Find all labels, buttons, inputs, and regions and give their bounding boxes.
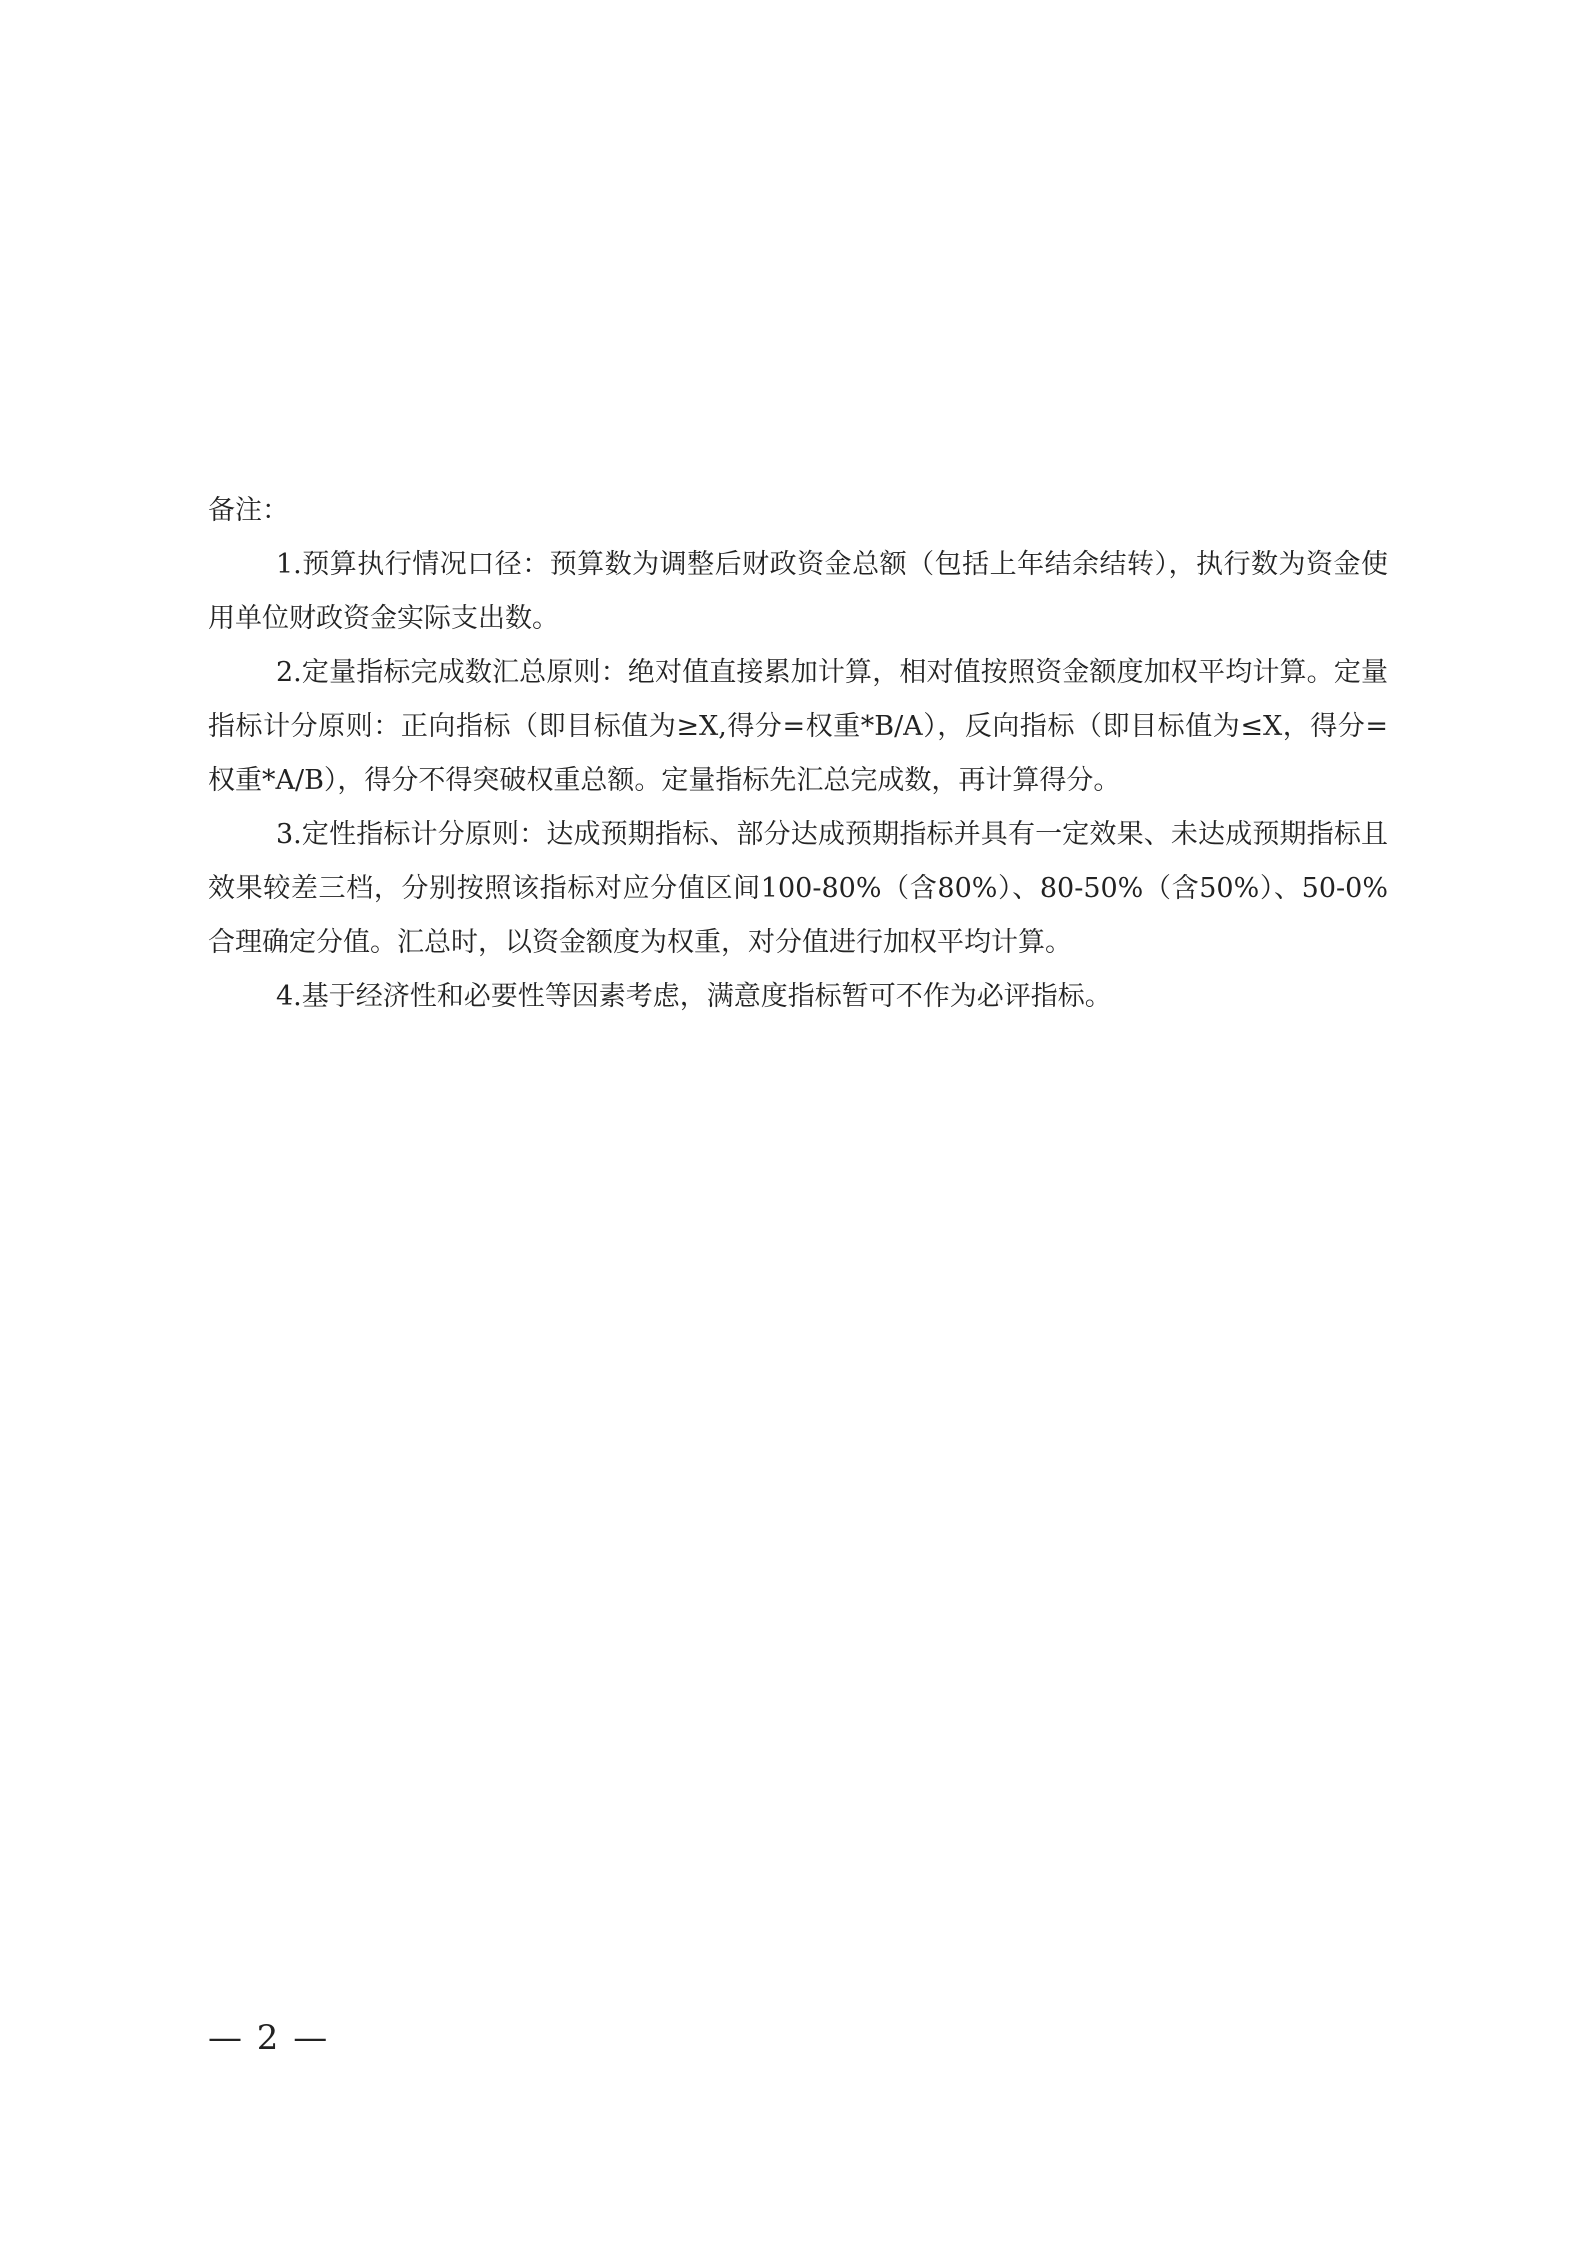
notes-section <box>208 484 1388 1024</box>
notes-heading: 备注： <box>208 495 289 526</box>
note-item-3: 3.定性指标计分原则：达成预期指标、部分达成预期指标并具有一定效果、未达成预期指标且效果较差三档，分别按照该指标对应分值区间100-80%（含80%）、80-50%（含50%）、50-0%合理确定分值。汇总时，以资金额度为权重，对分值进行加权平均计算。 <box>208 819 1388 958</box>
page-number: — 2 — <box>208 2018 330 2058</box>
note-item-4: 4.基于经济性和必要性等因素考虑，满意度指标暂可不作为必评指标。 <box>276 981 1112 1012</box>
note-item-2: 2.定量指标完成数汇总原则：绝对值直接累加计算，相对值按照资金额度加权平均计算。定量指标计分原则：正向指标（即目标值为≥X,得分=权重*B/A），反向指标（即目标值为≤X，得分=权重*A/B），得分不得突破权重总额。定量指标先汇总完成数，再计算得分。 <box>208 657 1388 796</box>
note-item-1: 1.预算执行情况口径：预算数为调整后财政资金总额（包括上年结余结转），执行数为资金使用单位财政资金实际支出数。 <box>208 549 1388 634</box>
